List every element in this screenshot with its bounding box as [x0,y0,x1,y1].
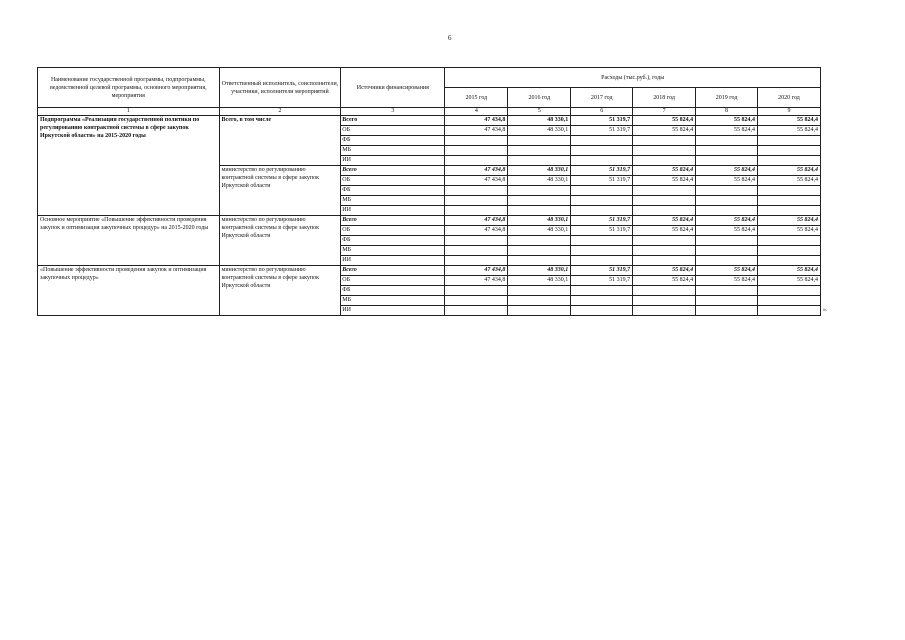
header-year: 2019 год [696,88,758,108]
amount-cell [508,156,571,166]
amount-cell: 48 330,1 [508,126,571,136]
amount-cell: 55 824,4 [633,216,696,226]
amount-cell: 55 824,4 [633,126,696,136]
amount-cell: 55 824,4 [696,176,758,186]
page-number: 6 [448,34,452,42]
amount-cell [696,236,758,246]
header-year: 2018 год [633,88,696,108]
amount-cell [445,206,508,216]
amount-cell [633,246,696,256]
amount-cell: 55 824,4 [757,176,820,186]
amount-cell [696,196,758,206]
amount-cell: 48 330,1 [508,266,571,276]
funding-source-cell: ФБ [341,136,445,146]
amount-cell [445,256,508,266]
amount-cell: 47 434,8 [445,266,508,276]
amount-cell [696,206,758,216]
funding-source-cell: Всего [341,266,445,276]
amount-cell [757,136,820,146]
amount-cell: 51 319,7 [571,266,633,276]
amount-cell: 55 824,4 [696,216,758,226]
amount-cell: 55 824,4 [696,226,758,236]
amount-cell: 51 319,7 [571,176,633,186]
amount-cell [696,186,758,196]
column-index: 6 [571,108,633,116]
amount-cell [508,196,571,206]
column-index: 2 [219,108,341,116]
amount-cell [508,186,571,196]
executor-cell: министерство по регулированию контрактной системы в сфере закупок Иркутской области [219,266,341,316]
header-expenses: Расходы (тыс.руб.), годы [445,68,821,88]
funding-source-cell: МБ [341,296,445,306]
column-index: 7 [633,108,696,116]
amount-cell [633,306,696,316]
amount-cell: 55 824,4 [696,116,758,126]
amount-cell [508,146,571,156]
amount-cell [571,146,633,156]
column-index: 4 [445,108,508,116]
amount-cell: 51 319,7 [571,116,633,126]
amount-cell [445,286,508,296]
amount-cell [757,246,820,256]
amount-cell [696,306,758,316]
funding-source-cell: ФБ [341,186,445,196]
amount-cell: 47 434,8 [445,276,508,286]
amount-cell [445,296,508,306]
amount-cell [633,156,696,166]
executor-cell: министерство по регулированию контрактной системы в сфере закупок Иркутской области [219,216,341,266]
amount-cell [633,196,696,206]
amount-cell: 55 824,4 [757,266,820,276]
column-index: 8 [696,108,758,116]
amount-cell [508,256,571,266]
amount-cell: 48 330,1 [508,216,571,226]
amount-cell [571,196,633,206]
amount-cell: 55 824,4 [757,226,820,236]
amount-cell [571,136,633,146]
funding-source-cell: ФБ [341,286,445,296]
amount-cell [757,206,820,216]
amount-cell: 51 319,7 [571,126,633,136]
amount-cell [633,206,696,216]
header-executor: Ответственный исполнитель, соисполнители, участники, исполнители мероприятий [219,68,341,108]
amount-cell [571,156,633,166]
amount-cell [696,256,758,266]
amount-cell: 55 824,4 [633,176,696,186]
amount-cell [696,146,758,156]
amount-cell [508,306,571,316]
amount-cell: 47 434,8 [445,116,508,126]
amount-cell: 47 434,8 [445,216,508,226]
amount-cell [633,186,696,196]
funding-source-cell: ОБ [341,276,445,286]
amount-cell: 55 824,4 [757,116,820,126]
amount-cell [633,296,696,306]
amount-cell [571,206,633,216]
amount-cell [757,286,820,296]
amount-cell [696,136,758,146]
closing-quote-mark: ». [823,307,828,313]
funding-source-cell: ИИ [341,206,445,216]
amount-cell [508,236,571,246]
amount-cell: 47 434,8 [445,176,508,186]
header-year: 2016 год [508,88,571,108]
amount-cell [571,186,633,196]
amount-cell: 55 824,4 [696,276,758,286]
amount-cell [757,186,820,196]
budget-table [37,67,821,316]
amount-cell: 55 824,4 [633,166,696,176]
funding-source-cell: ОБ [341,176,445,186]
amount-cell [571,296,633,306]
amount-cell: 55 824,4 [633,226,696,236]
amount-cell: 55 824,4 [757,166,820,176]
amount-cell [445,306,508,316]
table-row [38,266,821,276]
amount-cell [757,156,820,166]
amount-cell: 48 330,1 [508,276,571,286]
amount-cell: 55 824,4 [757,126,820,136]
amount-cell: 55 824,4 [633,266,696,276]
amount-cell: 48 330,1 [508,226,571,236]
amount-cell: 55 824,4 [696,166,758,176]
amount-cell [508,136,571,146]
amount-cell [757,306,820,316]
amount-cell [757,196,820,206]
amount-cell: 55 824,4 [633,116,696,126]
amount-cell: 48 330,1 [508,166,571,176]
amount-cell [696,296,758,306]
amount-cell [445,196,508,206]
funding-source-cell: Всего [341,116,445,126]
amount-cell [571,286,633,296]
header-program-name: Наименование государственной программы, подпрограммы, ведомственной целевой программы, основного мероприятия, мероприятия [38,68,220,108]
amount-cell: 48 330,1 [508,116,571,126]
amount-cell [445,136,508,146]
amount-cell: 51 319,7 [571,226,633,236]
funding-source-cell: ОБ [341,126,445,136]
amount-cell: 55 824,4 [633,276,696,286]
executor-cell: министерство по регулированию контрактной системы в сфере закупок Иркутской области [219,166,341,216]
amount-cell: 51 319,7 [571,276,633,286]
amount-cell [696,286,758,296]
executor-cell: Всего, в том числе [219,116,341,166]
header-funding-source: Источники финансирования [341,68,445,108]
amount-cell [445,186,508,196]
amount-cell: 55 824,4 [696,266,758,276]
amount-cell [445,236,508,246]
amount-cell [508,286,571,296]
amount-cell: 55 824,4 [696,126,758,136]
amount-cell [757,236,820,246]
header-year: 2015 год [445,88,508,108]
funding-source-cell: Всего [341,216,445,226]
amount-cell: 48 330,1 [508,176,571,186]
amount-cell [508,296,571,306]
funding-source-cell: МБ [341,246,445,256]
amount-cell [445,146,508,156]
amount-cell: 47 434,8 [445,166,508,176]
amount-cell [508,246,571,256]
funding-source-cell: ФБ [341,236,445,246]
amount-cell [571,306,633,316]
header-year: 2017 год [571,88,633,108]
amount-cell: 47 434,8 [445,126,508,136]
header-year: 2020 год [757,88,820,108]
column-index: 5 [508,108,571,116]
funding-source-cell: МБ [341,146,445,156]
funding-source-cell: ИИ [341,156,445,166]
amount-cell [508,206,571,216]
amount-cell [571,236,633,246]
funding-source-cell: МБ [341,196,445,206]
amount-cell [633,256,696,266]
amount-cell [571,246,633,256]
amount-cell [696,246,758,256]
amount-cell [633,146,696,156]
amount-cell [445,156,508,166]
program-name-cell: Основное мероприятие «Повышение эффективности проведения закупок и оптимизация закупочных процедур» на 2015-2020 годы [38,216,220,266]
funding-source-cell: Всего [341,166,445,176]
amount-cell [571,256,633,266]
amount-cell [757,256,820,266]
amount-cell: 47 434,8 [445,226,508,236]
amount-cell [633,236,696,246]
amount-cell [757,146,820,156]
amount-cell [633,136,696,146]
table-row [38,216,821,226]
funding-source-cell: ИИ [341,256,445,266]
column-index: 1 [38,108,220,116]
amount-cell: 51 319,7 [571,216,633,226]
column-index: 3 [341,108,445,116]
program-name-cell: Подпрограмма «Реализация государственной политики по регулированию контрактной системы в сфере закупок Иркутской области» на 2015-2020 годы [38,116,220,216]
program-name-cell: «Повышение эффективности проведения закупок и оптимизация закупочных процедур» [38,266,220,316]
amount-cell [696,156,758,166]
column-index: 9 [757,108,820,116]
amount-cell [445,246,508,256]
amount-cell: 51 319,7 [571,166,633,176]
amount-cell: 55 824,4 [757,216,820,226]
amount-cell [757,296,820,306]
funding-source-cell: ИИ [341,306,445,316]
amount-cell [633,286,696,296]
amount-cell: 55 824,4 [757,276,820,286]
funding-source-cell: ОБ [341,226,445,236]
table-row [38,116,821,126]
